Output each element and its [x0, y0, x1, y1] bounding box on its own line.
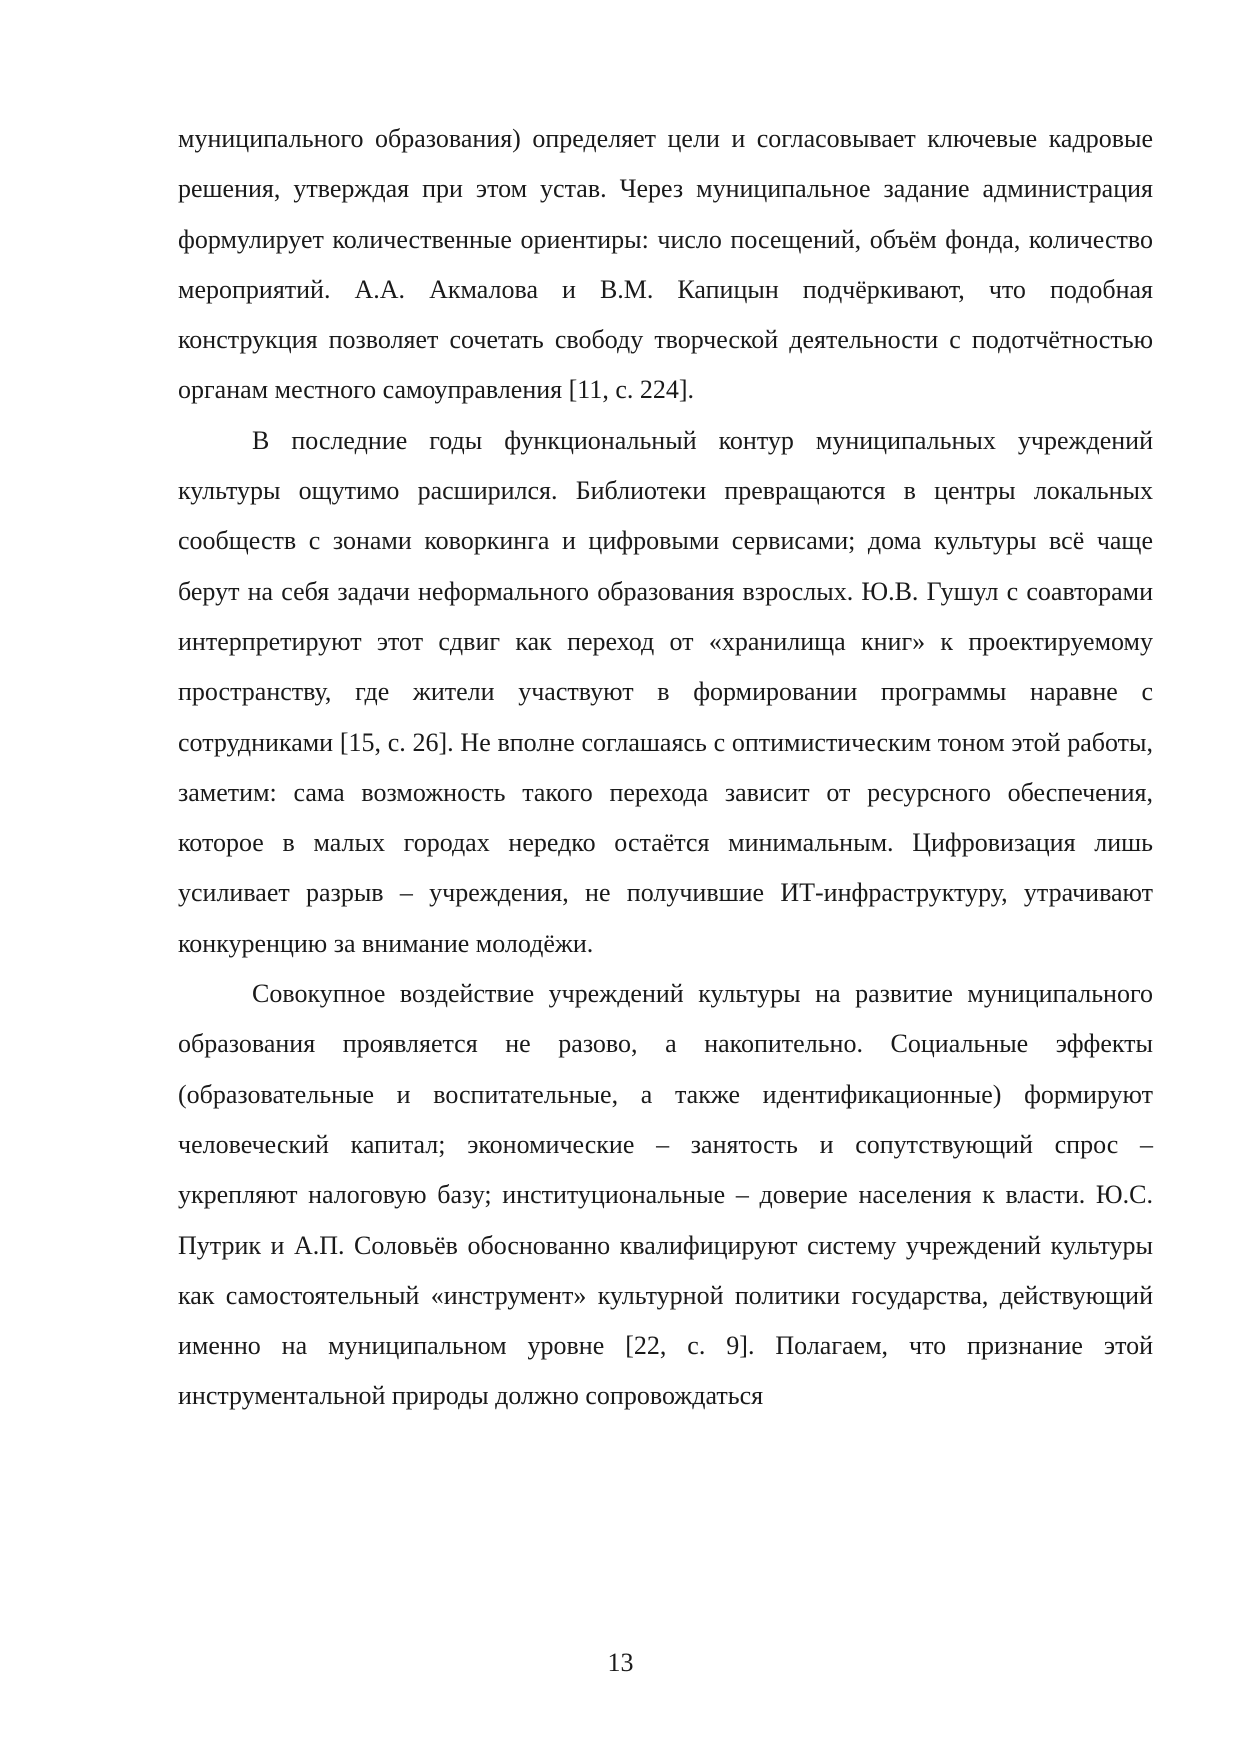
- body-text: [178, 114, 1153, 1422]
- paragraph-continuation: муниципального образования) определяет цели и согласовывает ключевые кадровые решения, утверждая при этом устав. Через муниципальное задание администрация формулирует количественные ориентиры: число посещений, объём фонда, количество мероприятий. А.А. Акмалова и В.М. Капицын подчёркивают, что подобная конструкция позволяет сочетать свободу творческой деятельности с подотчётностью органам местного самоуправления [11, с. 224].: [178, 124, 1153, 405]
- paragraph-cumulative-impact: Совокупное воздействие учреждений культуры на развитие муниципального образования проявляется не разово, а накопительно. Социальные эффекты (образовательные и воспитательные, а также идентификационные) формируют человеческий капитал; экономические – занятость и сопутствующий спрос – укрепляют налоговую базу; институциональные – доверие населения к власти. Ю.С. Путрик и А.П. Соловьёв обоснованно квалифицируют систему учреждений культуры как самостоятельный «инструмент» культурной политики государства, действующий именно на муниципальном уровне [22, с. 9]. Полагаем, что признание этой инструментальной природы должно сопровождаться: [178, 979, 1153, 1411]
- paragraph-functional-contour: В последние годы функциональный контур муниципальных учреждений культуры ощутимо расширился. Библиотеки превращаются в центры локальных сообществ с зонами коворкинга и цифровыми сервисами; дома культуры всё чаще берут на себя задачи неформального образования взрослых. Ю.В. Гушул с соавторами интерпретируют этот сдвиг как переход от «хранилища книг» к проектируемому пространству, где жители участвуют в формировании программы наравне с сотрудниками [15, с. 26]. Не вполне соглашаясь с оптимистическим тоном этой работы, заметим: сама возможность такого перехода зависит от ресурсного обеспечения, которое в малых городах нередко остаётся минимальным. Цифровизация лишь усиливает разрыв – учреждения, не получившие ИТ-инфраструктуру, утрачивают конкуренцию за внимание молодёжи.: [178, 425, 1153, 958]
- page-number: 13: [607, 1648, 634, 1677]
